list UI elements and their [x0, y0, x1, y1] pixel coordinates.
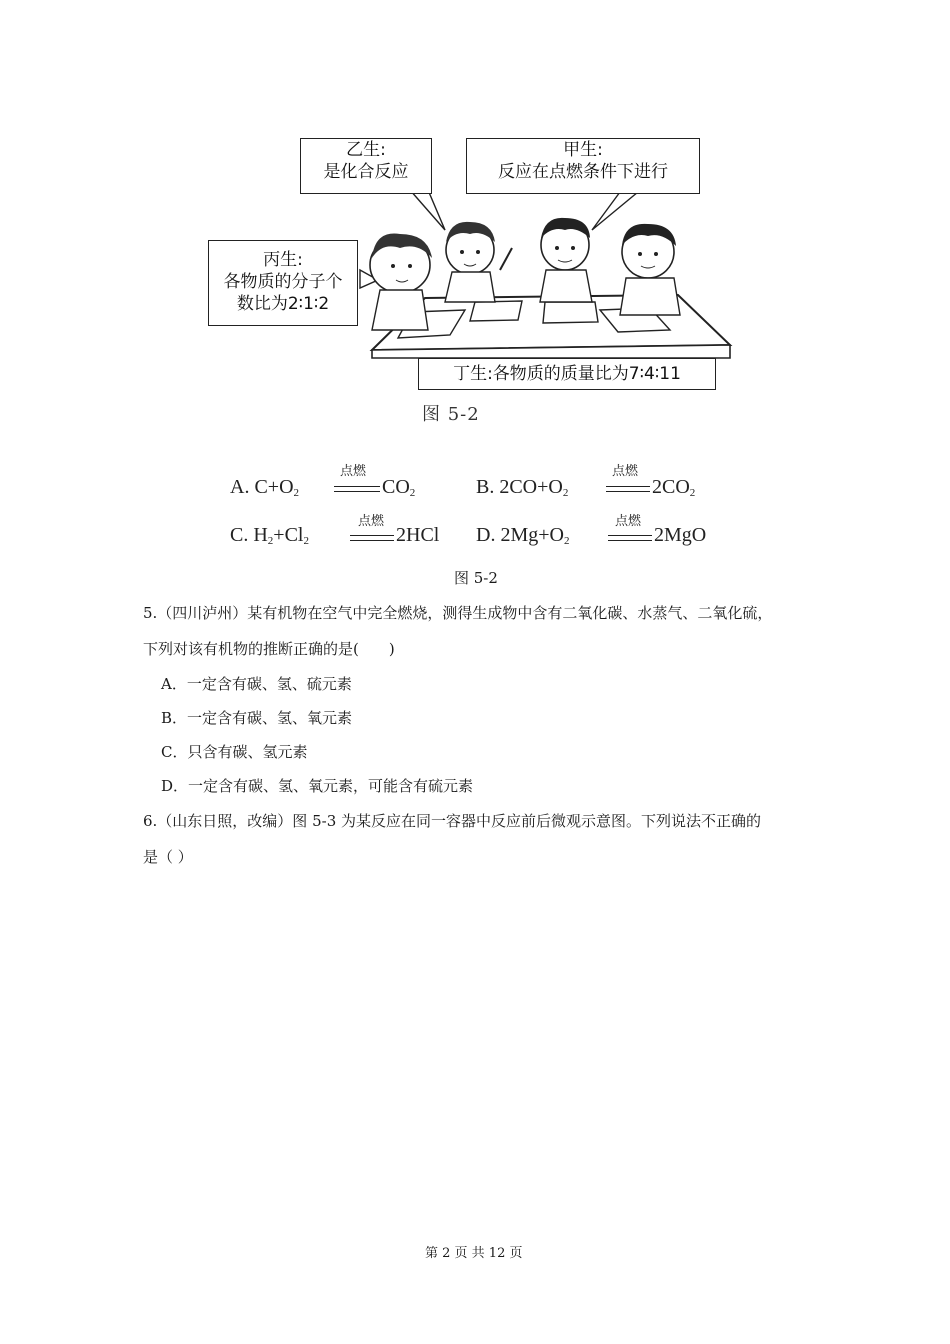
equation-c-right [396, 524, 439, 547]
equation-c-condition: 点燃 [358, 514, 385, 529]
speech-bubble-bing [208, 240, 358, 326]
equation-a-product: CO [382, 476, 410, 498]
equation-c-sub2: 2 [303, 535, 309, 547]
equation-a-condition: 点燃 [340, 464, 367, 479]
figure-5-2-illustration [200, 130, 740, 430]
question-5-option-d: D．一定含有碳、氢、氧元素，可能含有硫元素 [161, 777, 474, 795]
equation-b-equals [606, 486, 650, 492]
equation-c-reactant1: H [253, 524, 268, 546]
question-5-option-a: A．一定含有碳、氢、硫元素 [161, 675, 352, 693]
bubble-jia-text: 反应在点燃条件下进行 [498, 162, 668, 182]
question-6-line2: 是（ ） [143, 848, 193, 866]
question-6-line1: 6.（山东日照，改编）图 5-3 为某反应在同一容器中反应前后微观示意图。下列说法不正确的 [143, 812, 762, 830]
equation-a-product-sub: 2 [409, 487, 416, 499]
equation-b-product-sub: 2 [689, 487, 696, 499]
equation-b-reactants: 2CO+O [499, 476, 563, 498]
equation-c-left [230, 524, 309, 547]
equation-d-sub: 2 [563, 535, 570, 547]
bubble-yi-name: 乙生: [346, 140, 386, 160]
equation-a-sub: 2 [293, 487, 300, 499]
figure-caption-image: 图 5-2 [422, 404, 480, 425]
page-footer: 第 2 页 共 12 页 [425, 1246, 523, 1261]
bubble-bing-line1: 各物质的分子个 [223, 272, 343, 292]
equation-a-left [230, 476, 299, 499]
equation-b-sub: 2 [562, 487, 569, 499]
bubble-bing-line2: 数比为2∶1∶2 [236, 294, 330, 314]
equation-c-label: C. [230, 524, 249, 546]
speech-bubble-jia [466, 138, 700, 194]
question-5-line1: 5.（四川泸州）某有机物在空气中完全燃烧，测得生成物中含有二氧化碳、水蒸气、二氧化硫， [143, 604, 773, 622]
equation-b-condition: 点燃 [612, 464, 639, 479]
equation-b-product: 2CO [652, 476, 690, 498]
speech-bubble-ding [418, 358, 716, 390]
bubble-jia-name: 甲生: [563, 140, 603, 160]
equation-a-right [382, 476, 415, 499]
equation-d-left [476, 524, 569, 547]
equation-d-condition: 点燃 [615, 514, 642, 529]
equation-options [230, 458, 750, 558]
equation-b-left [476, 476, 568, 499]
equation-d-reactants: 2Mg+O [500, 524, 564, 546]
figure-caption: 图 5-2 [454, 569, 498, 587]
bubble-bing-name: 丙生: [263, 250, 303, 270]
speech-bubble-yi [300, 138, 432, 194]
equation-c-product: 2HCl [396, 524, 440, 546]
equation-d-label: D. [476, 524, 496, 546]
question-5-option-c: C．只含有碳、氢元素 [161, 743, 308, 761]
equation-d-equals [608, 535, 652, 541]
equation-a-label: A. [230, 476, 250, 498]
equation-b-right [652, 476, 695, 499]
equation-a-reactants: C+O [254, 476, 294, 498]
equation-c-sub1: 2 [267, 535, 274, 547]
bubble-ding-text: 丁生:各物质的质量比为7∶4∶11 [453, 364, 681, 384]
equation-b-label: B. [476, 476, 495, 498]
equation-c-reactant2: +Cl [273, 524, 304, 546]
question-5-option-b: B．一定含有碳、氢、氧元素 [161, 709, 353, 727]
equation-a-equals [334, 486, 380, 492]
question-5-line2: 下列对该有机物的推断正确的是( ) [143, 640, 395, 658]
equation-d-right [654, 524, 706, 547]
equation-d-product: 2MgO [654, 524, 707, 546]
bubble-yi-text: 是化合反应 [323, 162, 409, 182]
equation-c-equals [350, 535, 394, 541]
